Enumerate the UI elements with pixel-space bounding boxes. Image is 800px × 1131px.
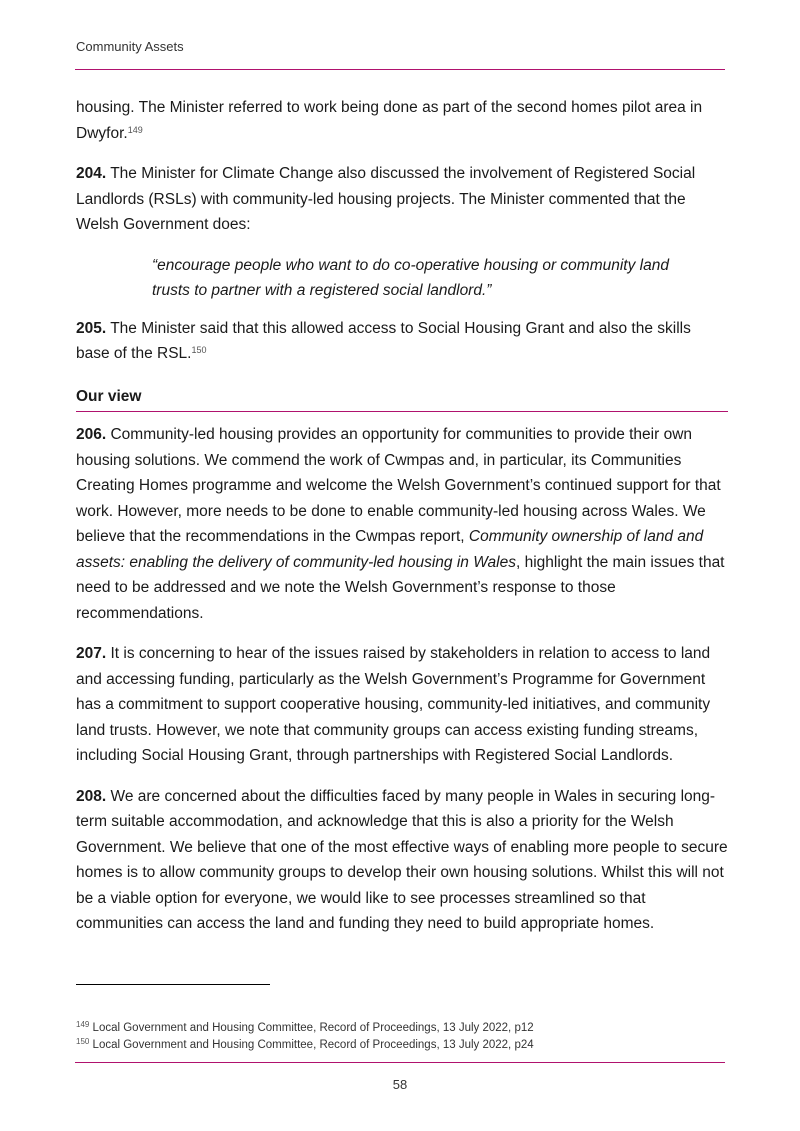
footnote-150 — [76, 1037, 534, 1054]
footnote-number: 150 — [76, 1037, 90, 1046]
footnote-text: Local Government and Housing Committee, Record of Proceedings, 13 July 2022, p12 — [89, 1022, 534, 1034]
footnote-149 — [76, 1020, 534, 1037]
paragraph-text: , highlight the main issues that need to be addressed and we note the Welsh Government’s response to those recommendations. — [76, 553, 725, 622]
paragraph-number: 207. — [76, 645, 107, 662]
header-rule — [75, 69, 725, 70]
paragraph-207 — [76, 641, 728, 769]
paragraph-text: Community-led housing provides an opportunity for communities to provide their own housing solutions. We commend the work of Cwmpas and, in particular, its Communities Creating Homes programme and welcome the Welsh Government’s continued support for that work. However, more needs to be done to enable community-led housing across Wales. We believe that the recommendations in the Cwmpas report, — [76, 426, 721, 545]
section-rule — [76, 411, 728, 412]
paragraph-number: 206. — [76, 426, 107, 443]
paragraph-text: The Minister for Climate Change also discussed the involvement of Registered Social Landlords (RSLs) with community-led housing projects. The Minister commented that the Welsh Government does: — [76, 165, 696, 233]
footnote-number: 149 — [76, 1020, 90, 1029]
footnotes — [76, 1020, 534, 1054]
header-title: Community Assets — [76, 39, 184, 54]
paragraph-number: 204. — [76, 165, 107, 182]
paragraph-number: 205. — [76, 319, 107, 337]
page-number: 58 — [392, 1077, 408, 1092]
paragraph-intro — [76, 95, 728, 146]
paragraph-205 — [76, 316, 728, 367]
footnote-text: Local Government and Housing Committee, Record of Proceedings, 13 July 2022, p24 — [89, 1039, 534, 1051]
report-title: Community ownership of land and assets: enabling the delivery of community-led housing in Wales — [76, 528, 704, 571]
paragraph-204 — [76, 161, 728, 238]
paragraph-number: 208. — [76, 787, 107, 805]
footnote-separator — [76, 984, 270, 985]
paragraph-text: housing. The Minister referred to work being done as part of the second homes pilot area in Dwyfor. — [76, 99, 703, 142]
paragraph-text: The Minister said that this allowed access to Social Housing Grant and also the skills base of the RSL. — [76, 319, 691, 362]
footnote-ref[interactable]: 149 — [127, 124, 143, 135]
footer-rule — [75, 1062, 725, 1063]
paragraph-206 — [76, 422, 728, 626]
main-content — [76, 95, 728, 952]
paragraph-208 — [76, 784, 728, 937]
section-heading: Our view — [76, 387, 142, 405]
footnote-ref[interactable]: 150 — [191, 345, 207, 355]
block-quote: “encourage people who want to do co-operative housing or community land trusts to partner with a registered social landlord.” — [152, 256, 669, 299]
paragraph-text: It is concerning to hear of the issues raised by stakeholders in relation to access to land and accessing funding, particularly as the Welsh Government’s Programme for Government has a commitment to support cooperative housing, community-led initiatives, and community land trusts. However, we note that community groups can access existing funding streams, including Social Housing Grant, through partnerships with Registered Social Landlords. — [76, 645, 711, 764]
paragraph-text: We are concerned about the difficulties faced by many people in Wales in securing long-term suitable accommodation, and acknowledge that this is also a priority for the Welsh Government. We believe that one of the most effective ways of enabling more people to secure homes is to allow community groups to develop their own housing solutions. Whilst this will not be a viable option for everyone, we would like to see processes streamlined so that communities can access the land and funding they need to build appropriate homes. — [76, 787, 728, 932]
